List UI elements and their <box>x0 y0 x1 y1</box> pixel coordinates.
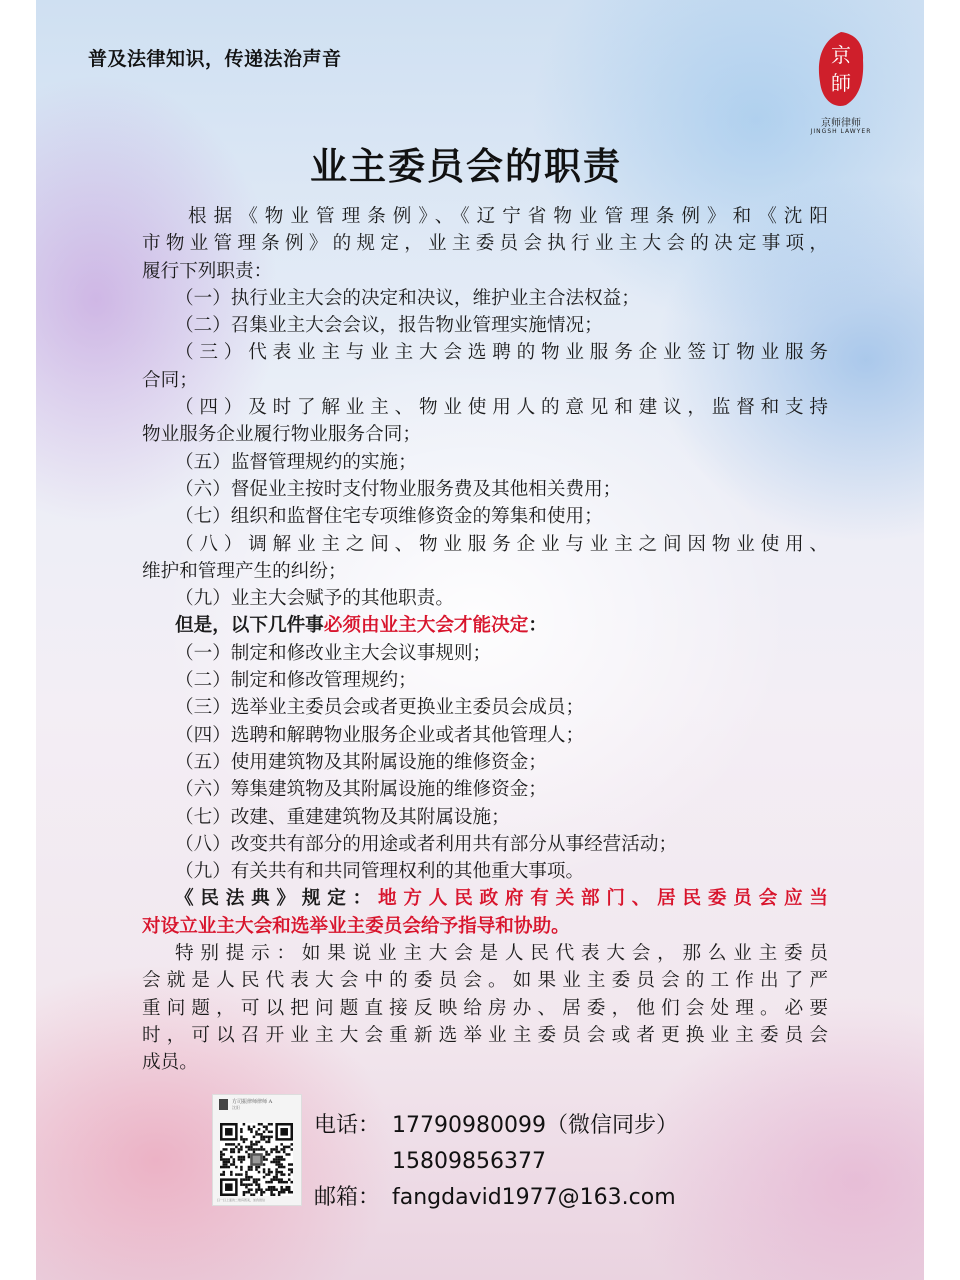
list-item <box>142 858 828 885</box>
body-line <box>142 394 828 421</box>
seal-char-2: 師 <box>831 71 851 95</box>
body-line-text: （三）代表业主与业主大会选聘的物业服务企业签订物业服务 <box>175 342 828 364</box>
but-suffix: ： <box>528 615 547 637</box>
tip-line <box>142 940 828 967</box>
body-line <box>142 258 828 285</box>
body-line <box>142 421 828 448</box>
list-item <box>142 667 828 694</box>
body-line-text: 合同； <box>142 369 198 391</box>
civil-code-line <box>142 885 828 912</box>
list-item <box>142 694 828 721</box>
list-item <box>142 804 828 831</box>
body-line-text: （九）业主大会赋予的其他职责。 <box>175 588 454 610</box>
tip-line-text: 时，可以召开业主大会重新选举业主委员会或者更换业主委员会 <box>142 1024 828 1046</box>
body-line <box>142 203 828 230</box>
tip-line-text: 会就是人民代表大会中的委员会。如果业主委员会的工作出了严 <box>142 970 828 992</box>
list-item-text: （六）筹集建筑物及其附属设施的维修资金； <box>175 779 547 801</box>
avatar <box>219 1099 228 1110</box>
tip-line-text: 特别提示：如果说业主大会是人民代表大会，那么业主委员 <box>175 943 828 965</box>
phone-number-2: 15809856377 <box>392 1149 546 1174</box>
poster <box>36 0 924 1280</box>
list-item <box>142 722 828 749</box>
tip-line-text: 重问题，可以把问题直接反映给房办、居委，他们会处理。必要 <box>142 997 828 1019</box>
contact-block <box>314 1108 678 1216</box>
seal-logo-icon <box>816 30 866 108</box>
logo-subtitle: JINGSH LAWYER <box>810 128 872 135</box>
civil-code-line-2 <box>142 913 828 940</box>
list-item-text: （二）制定和修改管理规约； <box>175 670 417 692</box>
body-line <box>142 367 828 394</box>
body-line <box>142 230 828 257</box>
qr-location: 沈阳 <box>232 1105 240 1110</box>
list-item-text: （八）改变共有部分的用途或者利用共有部分从事经营活动； <box>175 833 678 855</box>
body-line-text: （五）监督管理规约的实施； <box>175 451 417 473</box>
email-row <box>314 1180 678 1216</box>
list-item-text: （九）有关共有和共同管理权利的其他重大事项。 <box>175 861 585 883</box>
qr-footer: 扫一扫上面的二维码图案，加我微信 <box>217 1198 266 1202</box>
list-item <box>142 776 828 803</box>
tip-line <box>142 967 828 994</box>
phone-row <box>314 1108 678 1144</box>
tip-line <box>142 1049 828 1076</box>
article-body <box>142 203 828 1077</box>
body-line <box>142 285 828 312</box>
civil-red-2: 对设立业主大会和选举业主委员会给予指导和协助。 <box>142 915 570 937</box>
list-item <box>142 831 828 858</box>
phone-number-1: 17790980099（微信同步） <box>392 1113 678 1138</box>
body-line-text: 物业服务企业履行物业服务合同； <box>142 424 421 446</box>
civil-red-1: 地方人民政府有关部门、居民委员会应当 <box>378 888 828 910</box>
list-item <box>142 749 828 776</box>
tip-line <box>142 995 828 1022</box>
body-line <box>142 585 828 612</box>
body-line-text: （一）执行业主大会的决定和决议，维护业主合法权益； <box>175 287 640 309</box>
body-line <box>142 476 828 503</box>
but-prefix: 但是，以下几件事 <box>175 615 324 637</box>
body-line <box>142 558 828 585</box>
seal-char-1: 京 <box>831 43 851 67</box>
page-title: 业主委员会的职责 <box>310 145 622 188</box>
list-item-text: （五）使用建筑物及其附属设施的维修资金； <box>175 751 547 773</box>
tagline: 普及法律知识，传递法治声音 <box>88 48 342 70</box>
list-item-text: （七）改建、重建建筑物及其附属设施； <box>175 806 510 828</box>
list-item-text: （四）选聘和解聘物业服务企业或者其他管理人； <box>175 724 585 746</box>
body-line-text: （七）组织和监督住宅专项维修资金的筹集和使用； <box>175 506 603 528</box>
list-item <box>142 640 828 667</box>
but-emphasis: 必须由业主大会才能决定 <box>323 615 529 637</box>
body-line-text: （二）召集业主大会会议，报告物业管理实施情况； <box>175 315 603 337</box>
but-line <box>142 612 828 639</box>
list-item-text: （一）制定和修改业主大会议事规则； <box>175 642 492 664</box>
body-line-text: （八）调解业主之间、物业服务企业与业主之间因物业使用、 <box>175 533 828 555</box>
wechat-qr-card <box>212 1094 302 1206</box>
tip-line <box>142 1022 828 1049</box>
list-item-text: （三）选举业主委员会或者更换业主委员会成员； <box>175 697 585 719</box>
body-line-text: （四）及时了解业主、物业使用人的意见和建议，监督和支持 <box>175 397 828 419</box>
logo-name: 京师律师 <box>821 118 861 129</box>
body-line-text: 市物业管理条例》的规定，业主委员会执行业主大会的决定事项， <box>142 233 828 255</box>
body-line <box>142 312 828 339</box>
body-line <box>142 531 828 558</box>
email-address: fangdavid1977@163.com <box>392 1185 676 1210</box>
body-line-text: 根据《物业管理条例》、《辽宁省物业管理条例》和《沈阳 <box>188 206 828 227</box>
phone-row-2 <box>314 1144 678 1180</box>
body-line <box>142 503 828 530</box>
phone-label: 电话： <box>314 1113 381 1138</box>
qr-code-icon <box>220 1123 293 1196</box>
logo <box>806 30 876 140</box>
body-line <box>142 449 828 476</box>
body-line-text: （六）督促业主按时支付物业服务费及其他相关费用； <box>175 478 622 500</box>
body-line-text: 维护和管理产生的纠纷； <box>142 560 347 582</box>
email-label: 邮箱： <box>314 1185 381 1210</box>
body-line <box>142 339 828 366</box>
body-line-text: 履行下列职责： <box>142 260 273 282</box>
civil-prefix: 《民法典》规定： <box>175 888 379 910</box>
tip-line-text: 成员。 <box>142 1052 198 1074</box>
qr-name: 方司振律师律师 A <box>232 1099 273 1105</box>
